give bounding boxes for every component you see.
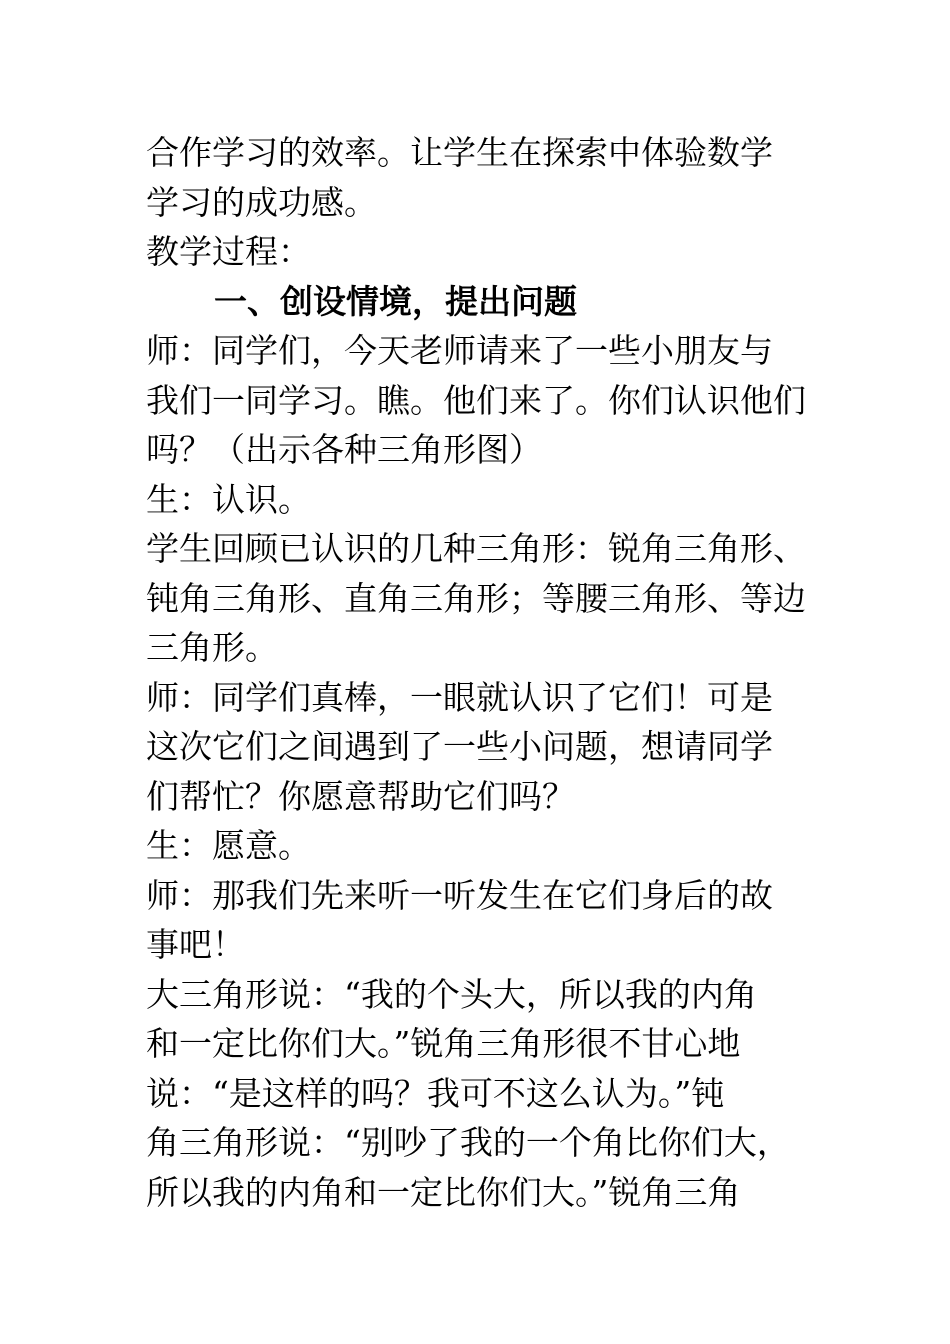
text-line: 学生回顾已认识的几种三角形：锐角三角形、 — [146, 529, 806, 568]
text-line: 师：同学们真棒，一眼就认识了它们！可是 — [146, 677, 773, 717]
text-line: 们帮忙？你愿意帮助它们吗？ — [146, 776, 575, 816]
text-line: 这次它们之间遇到了一些小问题，想请同学 — [146, 727, 773, 766]
text-line: 角三角形说：“别吵了我的一个角比你们大， — [146, 1123, 790, 1162]
text-line: 事吧！ — [146, 925, 245, 964]
text-line: 吗？（出示各种三角形图） — [146, 430, 542, 469]
document-page — [146, 128, 836, 1217]
section-label: 教学过程： — [146, 232, 311, 271]
text-line: 师：那我们先来听一听发生在它们身后的故 — [146, 875, 773, 915]
text-line: 师：同学们，今天老师请来了一些小朋友与 — [146, 331, 773, 370]
text-line: 三角形。 — [146, 628, 278, 667]
section-heading: 一、创设情境，提出问题 — [214, 281, 577, 321]
text-line: 生：认识。 — [146, 479, 311, 519]
text-line: 学习的成功感。 — [146, 182, 377, 222]
text-line: 和一定比你们大。”锐角三角形很不甘心地 — [146, 1024, 741, 1063]
text-line: 合作学习的效率。让学生在探索中体验数学 — [146, 133, 773, 172]
text-line: 所以我的内角和一定比你们大。”锐角三角 — [146, 1172, 741, 1212]
text-line: 我们一同学习。瞧。他们来了。你们认识他们 — [146, 380, 806, 420]
text-line: 说：“是这样的吗？我可不这么认为。”钝 — [146, 1073, 725, 1113]
text-line: 生：愿意。 — [146, 826, 311, 865]
text-line: 大三角形说：“我的个头大，所以我的内角 — [146, 974, 757, 1014]
text-line: 钝角三角形、直角三角形；等腰三角形、等边 — [146, 578, 806, 618]
